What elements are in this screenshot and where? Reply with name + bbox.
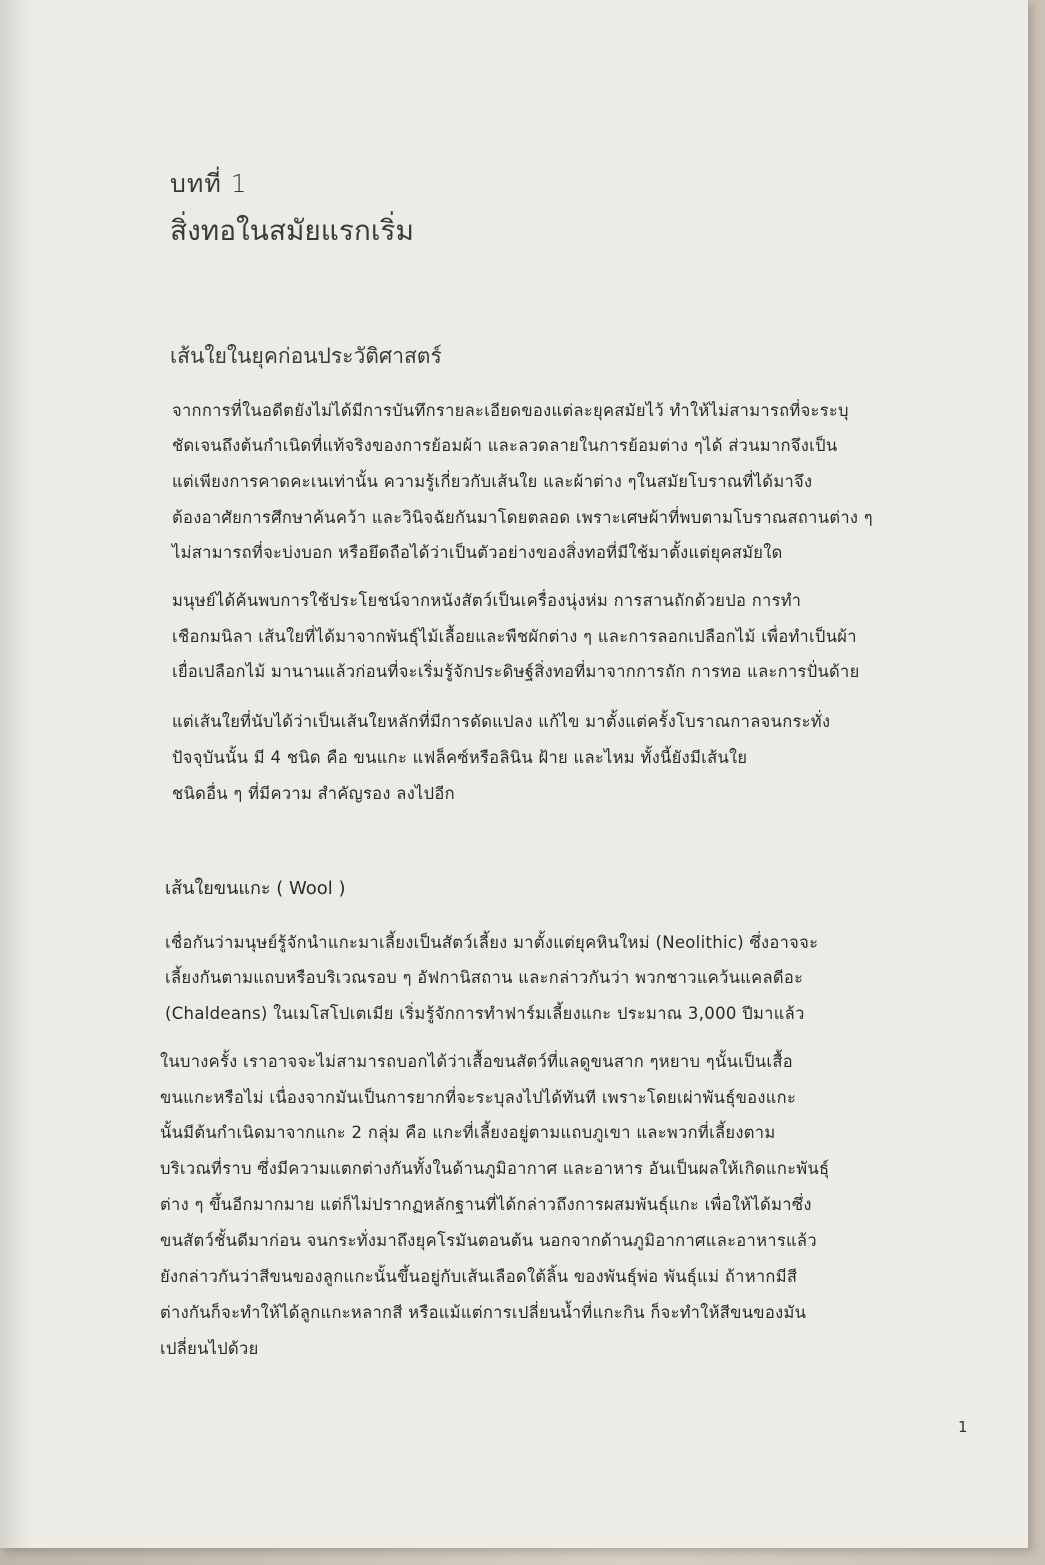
chapter-number: บทที่ 1 [170, 169, 248, 198]
paragraph-line: ต่างกันก็จะทำให้ได้ลูกแกะหลากสี หรือแม้แต่การเปลี่ยนน้ำที่แกะกิน ก็จะทำให้สีขนของมัน [160, 1303, 807, 1322]
paragraph-line: ปัจจุบันนั้น มี 4 ชนิด คือ ขนแกะ แฟล็คซ์หรือลินิน ฝ้าย และไหม ทั้งนี้ยังมีเส้นใย [172, 748, 748, 767]
section-heading: เส้นใยในยุคก่อนประวัติศาสตร์ [170, 344, 442, 368]
paragraph-line: เชื่อกันว่ามนุษย์รู้จักนำแกะมาเลี้ยงเป็นสัตว์เลี้ยง มาตั้งแต่ยุคหินใหม่ (Neolithic) ซึ่งอาจจะ [165, 933, 819, 952]
paragraph-line: ขนแกะหรือไม่ เนื่องจากมันเป็นการยากที่จะระบุลงไปได้ทันที เพราะโดยเผ่าพันธุ์ของแกะ [160, 1088, 797, 1107]
paragraph-line: แต่เพียงการคาดคะเนเท่านั้น ความรู้เกี่ยวกับเส้นใย และผ้าต่าง ๆในสมัยโบราณที่ได้มาจึง [172, 472, 813, 491]
chapter-title: สิ่งทอในสมัยแรกเริ่ม [170, 214, 414, 247]
paragraph-line: ต่าง ๆ ขึ้นอีกมากมาย แต่ก็ไม่ปรากฏหลักฐานที่ได้กล่าวถึงการผสมพันธุ์แกะ เพื่อให้ได้มาซึ่ง [160, 1195, 812, 1214]
paragraph-line: ยังกล่าวกันว่าสีขนของลูกแกะนั้นขึ้นอยู่กับเส้นเลือดใต้ลิ้น ของพันธุ์พ่อ พันธุ์แม่ ถ้าหากมีสี [160, 1267, 798, 1286]
paragraph-line: (Chaldeans) ในเมโสโปเตเมีย เริ่มรู้จักการทำฟาร์มเลี้ยงแกะ ประมาณ 3,000 ปีมาแล้ว [165, 1004, 805, 1023]
paragraph-line: นั้นมีต้นกำเนิดมาจากแกะ 2 กลุ่ม คือ แกะที่เลี้ยงอยู่ตามแถบภูเขา และพวกที่เลี้ยงตาม [160, 1123, 776, 1142]
paragraph-line: ชนิดอื่น ๆ ที่มีความ สำคัญรอง ลงไปอีก [172, 784, 455, 803]
paragraph-line: ชัดเจนถึงต้นกำเนิดที่แท้จริงของการย้อมผ้า และลวดลายในการย้อมต่าง ๆได้ ส่วนมากจึงเป็น [172, 436, 838, 455]
paragraph-line: เยื่อเปลือกไม้ มานานแล้วก่อนที่จะเริ่มรู้จักประดิษฐ์สิ่งทอที่มาจากการถัก การทอ และการปั่นด้าย [172, 662, 860, 681]
paragraph-line: แต่เส้นใยที่นับได้ว่าเป็นเส้นใยหลักที่มีการดัดแปลง แก้ไข มาตั้งแต่ครั้งโบราณกาลจนกระทั่ง [172, 712, 831, 731]
paragraph-line: จากการที่ในอดีตยังไม่ได้มีการบันทึกรายละเอียดของแต่ละยุคสมัยไว้ ทำให้ไม่สามารถที่จะระบุ [172, 401, 849, 420]
paragraph-line: บริเวณที่ราบ ซึ่งมีความแตกต่างกันทั้งในด้านภูมิอากาศ และอาหาร อันเป็นผลให้เกิดแกะพันธุ์ [160, 1159, 830, 1178]
paragraph-line: เลี้ยงกันตามแถบหรือบริเวณรอบ ๆ อัฟกานิสถาน และกล่าวกันว่า พวกชาวแคว้นแคลดีอะ [165, 968, 804, 987]
paragraph-line: เชือกมนิลา เส้นใยที่ได้มาจากพันธุ์ไม้เลื้อยและพืชผักต่าง ๆ และการลอกเปลือกไม้ เพื่อทำเป็นผ้า [172, 627, 857, 646]
paragraph-line: ขนสัตว์ชั้นดีมาก่อน จนกระทั่งมาถึงยุคโรมันตอนต้น นอกจากด้านภูมิอากาศและอาหารแล้ว [160, 1231, 817, 1250]
paragraph-line: มนุษย์ได้ค้นพบการใช้ประโยชน์จากหนังสัตว์เป็นเครื่องนุ่งห่ม การสานถักด้วยปอ การทำ [172, 591, 802, 610]
wool-heading: เส้นใยขนแกะ ( Wool ) [165, 878, 346, 899]
paragraph-line: เปลี่ยนไปด้วย [160, 1339, 259, 1358]
page-number: 1 [958, 1418, 968, 1436]
paragraph-line: ในบางครั้ง เราอาจจะไม่สามารถบอกได้ว่าเสื้อขนสัตว์ที่แลดูขนสาก ๆหยาบ ๆนั้นเป็นเสื้อ [160, 1052, 793, 1071]
paragraph-line: ไม่สามารถที่จะบ่งบอก หรือยึดถือได้ว่าเป็นตัวอย่างของสิ่งทอที่มีใช้มาตั้งแต่ยุคสมัยใด [172, 543, 783, 562]
paragraph-line: ต้องอาศัยการศึกษาค้นคว้า และวินิจฉัยกันมาโดยตลอด เพราะเศษผ้าที่พบตามโบราณสถานต่าง ๆ [172, 508, 873, 527]
